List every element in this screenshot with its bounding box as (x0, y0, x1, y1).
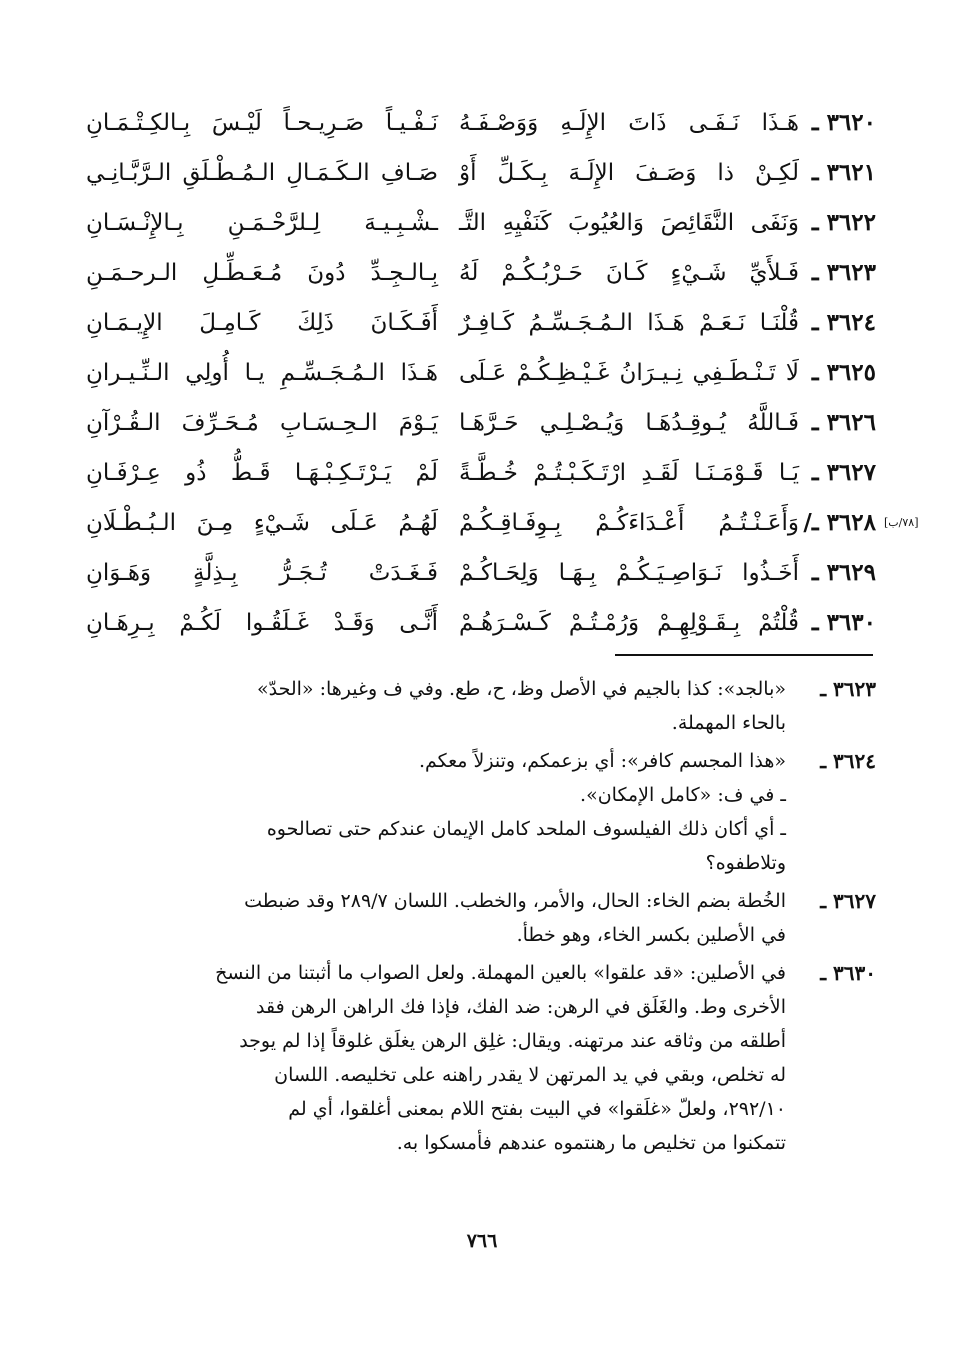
footnote-line: ـ أي أكان ذلك الفيلسوف الملحد كامل الإيمان عندكم حتى تصالحوه (266, 818, 786, 840)
footnote (86, 884, 876, 952)
verse-row (0, 598, 964, 648)
verse-second-hemistich: لَهُـمُ عَـلَى شَـيْءٍ مِـنَ الـبُـطْـلَانِ (86, 510, 438, 536)
footnote-line: بالحاء المهملة. (671, 712, 786, 734)
verse-row (0, 548, 964, 598)
verse-first-hemistich: وَأَعَـنْـتُـمُ أَعْـدَاءَكُـمْ بِـوِفَـاقِـكُـمْ (459, 510, 799, 536)
verse-row (0, 348, 964, 398)
verse-number: ٣٦٢٢ ـ (811, 209, 876, 236)
verse-number: ٣٦٢٩ ـ (811, 559, 876, 586)
verse-number: ٣٦٢٣ ـ (811, 259, 876, 286)
verse-number: ٣٦٢٠ ـ (811, 109, 876, 136)
verse-number: ٣٦٢٥ ـ (811, 359, 876, 386)
verse-number: ٣٦٢٨ ـ/ (803, 509, 876, 536)
page-number: ٧٦٦ (466, 1230, 498, 1252)
footnote-line: ٢٩٢/١٠، ولعلّ «غلَقوا» في البيت بفتح اللام بمعنى أغلقوا، أي لم (288, 1098, 786, 1120)
footnote (86, 744, 876, 880)
manuscript-folio-marker: [٧٨/ب] (884, 516, 919, 529)
footnote-line: في الأصلين بكسر الخاء، وهو خطأ. (516, 924, 786, 946)
verse-second-hemistich: أَفَـكَـانَ ذَلِكَ كَـامِـلَ الإِيـمَـانِ (86, 310, 438, 336)
verse-number: ٣٦٣٠ ـ (811, 609, 876, 636)
verse-row (0, 198, 964, 248)
verse-row (0, 148, 964, 198)
verse-row (0, 398, 964, 448)
verse-second-hemistich: ـشْـبِـيـهَ لِـلرَّحْـمَـنِ بِـالإِنْـسَـانِ (86, 210, 438, 236)
footnote-line: أطلقه من وثاقه عند مرتهنه. ويقال: غلِق الرهن يغلَق غلوقاً إذا لم يوجد (239, 1030, 786, 1052)
verse-first-hemistich: أَخَـذُوا نَـوَاصِـيَـكُـمْ بِـهَـا وَلِحَـاكُـمْ (459, 560, 799, 586)
verse-second-hemistich: صَـافِ الـكَـمَـالِ الـمُـطْـلَقِ الـرَّبَّـانِـي (86, 160, 438, 186)
footnote-line: الخُطة بضم الخاء: الحال، والأمر، والخطب. اللسان ٢٨٩/٧ وقد ضبطت (244, 890, 786, 912)
footnote (86, 672, 876, 740)
verse-first-hemistich: فَـلأَيِّ شَـيْءٍ كَـانَ حَـرْبُـكُـمْ لَهُ (459, 260, 799, 286)
footnote-separator (615, 654, 873, 656)
footnote-line: له تخلص، وبقي في يد المرتهن لا يقدر راهنه على تخليصه. اللسان (274, 1064, 786, 1086)
footnote-number: ٣٦٢٧ ـ (820, 889, 876, 913)
footnote-line: الأخرى وط. والغَلَق في الرهن: ضد الفك، فإذا فك الراهن الرهن فقد (256, 996, 786, 1018)
verse-second-hemistich: فَـغَـدَتْ تُـجَـرُّ بِـذِلَّةٍ وَهَـوَانِ (86, 560, 438, 586)
verse-number: ٣٦٢٤ ـ (811, 309, 876, 336)
footnotes (86, 672, 876, 1164)
verse-second-hemistich: نَـفْـيـاً صَـرِيـحـاً لَيْـسَ بِـالكِـتْـمَـانِ (86, 110, 438, 136)
verse-second-hemistich: لَمْ يَـرْتَـكِـبْـهَـا قَـطُّ ذُو عِـرْفَـانِ (86, 460, 438, 486)
verse-row (0, 298, 964, 348)
verse-second-hemistich: هَـذَا الـمُـجَـسِّـمِ يـا أُولِي الـنِّـيـرانِ (86, 360, 438, 386)
footnote-number: ٣٦٢٣ ـ (820, 677, 876, 701)
footnote-line: ـ في ف: «كامل الإمكان». (580, 784, 786, 806)
footnote-line: تتمكنوا من تخليص ما رهنتموه عندهم فأمسكوا به. (396, 1132, 786, 1154)
verse-number: ٣٦٢١ ـ (811, 159, 876, 186)
verse-first-hemistich: لَا تَـنْـطَـفِي نِـيـرَانُ غَـيْـظِـكُـمْ عَـلَى (459, 360, 799, 386)
verse-first-hemistich: يَـا قَـوْمَـنَـا لَقَـدِ ارْتَـكَـبْـتُـمْ خُـطَّـةً (459, 460, 799, 486)
verse-first-hemistich: هَـذَا نَـفَـى ذَاتَ الإِلَـهِ وَوَصْـفَـهُ (459, 110, 799, 136)
verse-row (0, 248, 964, 298)
verse-number: ٣٦٢٧ ـ (811, 459, 876, 486)
footnote-line: وتلاطفوه؟ (705, 852, 786, 874)
verse-first-hemistich: قُلْتُمْ بِـقَـوْلِهِـمْ وَرُمْـتُـمْ كَـسْـرَهُـمْ (459, 610, 799, 636)
footnote-line: «هذا المجسم كافر»: أي بزعمكم، وتنزلاً معكم. (418, 750, 786, 772)
verse-number: ٣٦٢٦ ـ (811, 409, 876, 436)
verse-row (0, 498, 964, 548)
verse-second-hemistich: بِـالـجِـدِّ دُونَ مُـعَـطِّـلِ الـرحـمَـنِ (86, 260, 438, 286)
footnote-line: في الأصلين: «قد علقوا» بالعين المهملة. ولعل الصواب ما أثبتنا من النسخ (215, 962, 786, 984)
verse-first-hemistich: وَنَفَى النَّقَائِصَ وَالعُيُوبَ كَنَفْيِهِ التَّـ (459, 210, 799, 236)
footnote-number: ٣٦٣٠ ـ (820, 961, 876, 985)
verse-second-hemistich: يَـوْمَ الـحِـسَـابِ مُـحَـرِّفَ الـقُـرْآنِ (86, 410, 438, 436)
footnote-line: «بالجد»: كذا بالجيم في الأصل وظ، ح، طع. وفي ف وغيرها: «الحدّ» (257, 678, 786, 700)
footnote-number: ٣٦٢٤ ـ (820, 749, 876, 773)
verse-first-hemistich: فَـاللَّهُ يُـوقِـدُهَـا وَيُـصْـلِـي حَـرَّهَـا (459, 410, 799, 436)
verse-first-hemistich: قُلْنَـا نَـعَـمْ هَـذَا الـمُـجَـسِّـمُ كَـافِـرٌ (459, 310, 799, 336)
verse-first-hemistich: لَكِـنْ ذا وَصَـفَ الإِلَـهَ بِـكَـلِّ أَوْ (459, 160, 799, 186)
footnote (86, 956, 876, 1160)
verse-row (0, 448, 964, 498)
verse-row (0, 98, 964, 148)
verse-second-hemistich: أَنَّـى وَقَـدْ غَـلَقُـوا لَكُـمْ بِـرِهَـانِ (86, 610, 438, 636)
